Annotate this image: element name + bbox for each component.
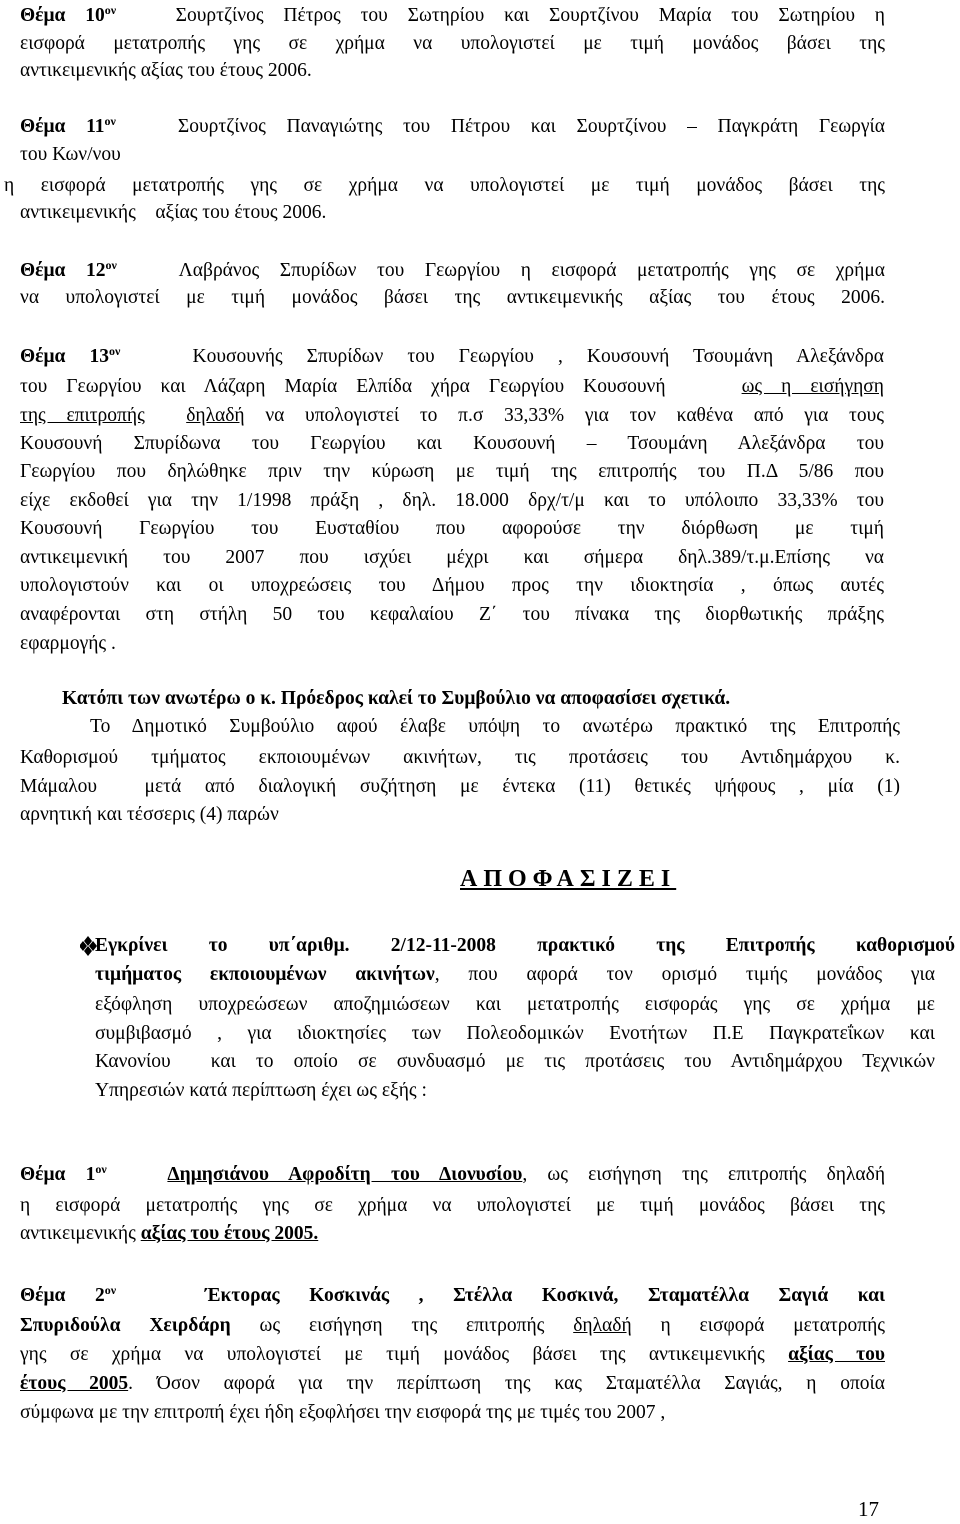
decision-heading: ΑΠΟΦΑΣΙΖΕΙ [460,866,677,892]
underlined-text: αξίας του έτους 2005. [140,1223,319,1244]
topic-text: Σουρτζίνος Παναγιώτης του Πέτρου και Σουρτζίνου – Παγκράτη Γεωργία [177,116,885,137]
council-text: Το Δημοτικό Συμβούλιο αφού έλαβε υπόψη το ανωτέρω πρακτικό της Επιτροπής [90,716,900,737]
decision-text: Εγκρίνει το υπ΄αριθμ. 2/12-11-2008 πρακτικό της Επιτροπής καθορισμού [95,935,955,956]
topic-label: Θέμα $10^{o\nu}$ [20,3,117,26]
item-text: σύμφωνα με την επιτροπή έχει ήδη εξοφλήσει την εισφορά της με τιμές του 2007 , [20,1402,666,1423]
underlined-text: της επιτροπής [20,405,145,426]
topic-text: υπολογιστούν και οι υποχρεώσεις του Δήμου προς την ιδιοκτησία , όπως αυτές [20,575,884,596]
topic-text: Κουσουνής Σπυρίδων του Γεωργίου , Κουσουνή Τσουμάνη Αλεξάνδρα [192,346,885,367]
underlined-text: αξίας του [788,1344,886,1365]
council-text: Μάμαλου μετά από διαλογική συζήτηση με έντεκα (11) θετικές ψήφους , μία (1) [20,776,900,797]
president-call: Κατόπι των ανωτέρω ο κ. Πρόεδρος καλεί το Συμβούλιο να αποφασίσει σχετικά. [62,688,731,709]
underlined-text: δηλαδή [186,405,245,426]
topic-text: αντικειμενική του 2007 που ισχύει μέχρι και σήμερα δηλ.389/τ.μ.Επίσης να [20,547,884,568]
underlined-text: έτους 2005 [20,1373,129,1394]
topic-text: Κουσουνή Γεωργίου του Ευσταθίου που αφορούσε την διόρθωση με τιμή [20,518,884,539]
topic-text: εισφορά μετατροπής γης σε χρήμα να υπολογιστεί με τιμή μονάδος βάσει της [20,33,885,54]
item-text: η εισφορά μετατροπής γης σε χρήμα να υπολογιστεί με τιμή μονάδος βάσει της [20,1195,885,1216]
topic-text: Λαβράνος Σπυρίδων του Γεωργίου η εισφορά μετατροπής γης σε χρήμα [178,260,886,281]
decision-text: Υπηρεσιών κατά περίπτωση έχει ως εξής : [95,1080,427,1101]
decision-text: εξόφληση υποχρεώσεων αποζημιώσεων και μετατροπής εισφοράς γης σε χρήμα με [95,994,935,1015]
council-text: αρνητική και τέσσερις (4) παρών [20,804,279,825]
topic-text: να υπολογιστεί με τιμή μονάδος βάσει της αντικειμενικής αξίας του έτους 2006. [20,287,885,308]
decision-text: συμβιβασμό , για ιδιοκτησίες των Πολεοδομικών Ενοτήτων Π.Ε Παγκρατεΐκων και [95,1023,935,1044]
topic-text: του Κων/νου [20,144,121,165]
topic-text: αναφέρονται στη στήλη 50 του κεφαλαίου Ζ΄ του πίνακα της διορθωτικής πράξης [20,604,884,625]
topic-text: Κουσουνή Σπυρίδωνα του Γεωργίου και Κουσουνή – Τσουμάνη Αλεξάνδρα του [20,433,884,454]
topic-text: είχε εκδοθεί για την 1/1998 πράξη , δηλ. 18.000 δρχ/τ/μ και το υπόλοιπο 33,33% του [20,490,884,511]
person-name: Δημησιάνου Αφροδίτη του Διονυσίου [167,1164,523,1185]
underlined-text: δηλαδή [573,1315,632,1336]
topic-text: αντικειμενικής αξίας του έτους 2006. [20,202,327,223]
decision-text: Κανονίου και το οποίο σε συνδυασμό με τις προτάσεις του Αντιδημάρχου Τεχνικών [95,1051,935,1072]
underlined-text: ως η εισήγηση [741,376,884,397]
person-names: Έκτορας Κοσκινάς , Στέλλα Κοσκινά, Σταματέλλα Σαγιά και [204,1285,886,1306]
page-number: 17 [858,1497,879,1521]
topic-text: Σουρτζίνος Πέτρος του Σωτηρίου και Σουρτζίνου Μαρία του Σωτηρίου η [175,5,886,26]
topic-text: αντικειμενικής αξίας του έτους 2006. [20,60,312,81]
topic-text: εφαρμογής . [20,633,116,654]
topic-text: η εισφορά μετατροπής γης σε χρήμα να υπολογιστεί με τιμή μονάδος βάσει της [4,175,885,196]
topic-text: Γεωργίου που δηλώθηκε πριν την κύρωση με τιμή της επιτροπής του Π.Δ 5/86 που [20,461,884,482]
council-text: Καθορισμού τμήματος εκποιουμένων ακινήτων, τις προτάσεις του Αντιδημάρχου κ. [20,747,900,768]
